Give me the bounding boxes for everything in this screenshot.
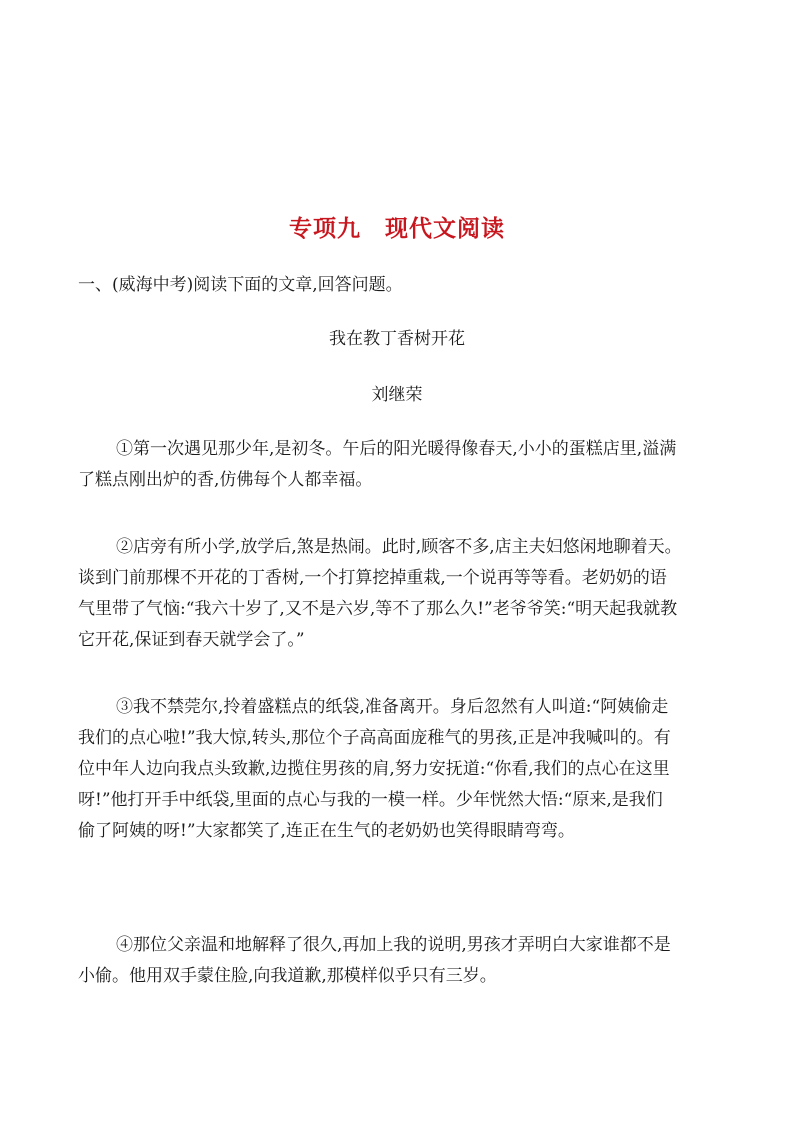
article-title: 我在教丁香树开花 bbox=[329, 329, 465, 349]
paragraph-line: 小偷。他用双手蒙住脸,向我道歉,那模样似乎只有三岁。 bbox=[78, 966, 497, 986]
paragraph-4 bbox=[78, 930, 726, 992]
paragraph-line: 呀!”他打开手中纸袋,里面的点心与我的一模一样。少年恍然大悟:“原来,是我们 bbox=[78, 790, 663, 810]
paragraph-line: ③我不禁莞尔,拎着盛糕点的纸袋,准备离开。身后忽然有人叫道:“阿姨偷走 bbox=[116, 697, 669, 717]
paragraph-1 bbox=[78, 434, 726, 496]
paragraph-3 bbox=[78, 692, 726, 847]
question-heading: 一、(威海中考)阅读下面的文章,回答问题。 bbox=[78, 275, 403, 295]
paragraph-line: 它开花,保证到春天就学会了。” bbox=[78, 630, 305, 650]
paragraph-line: 气里带了气恼:“我六十岁了,又不是六岁,等不了那么久!”老爷爷笑:“明天起我就教 bbox=[78, 599, 678, 619]
paragraph-line: ②店旁有所小学,放学后,煞是热闹。此时,顾客不多,店主夫妇悠闲地聊着天。 bbox=[116, 537, 682, 557]
paragraph-line: 了糕点刚出炉的香,仿佛每个人都幸福。 bbox=[78, 470, 373, 490]
paragraph-line: 我们的点心啦!”我大惊,转头,那位个子高高面庞稚气的男孩,正是冲我喊叫的。有 bbox=[78, 728, 671, 748]
paragraph-line: 偷了阿姨的呀!”大家都笑了,连正在生气的老奶奶也笑得眼睛弯弯。 bbox=[78, 821, 575, 841]
paragraph-line: 位中年人边向我点头致歉,边揽住男孩的肩,努力安抚道:“你看,我们的点心在这里 bbox=[78, 759, 670, 779]
paragraph-2 bbox=[78, 532, 726, 656]
section-title: 专项九 现代文阅读 bbox=[289, 216, 505, 242]
paragraph-line: 谈到门前那棵不开花的丁香树,一个打算挖掉重栽,一个说再等等看。老奶奶的语 bbox=[78, 568, 667, 588]
paragraph-line: ④那位父亲温和地解释了很久,再加上我的说明,男孩才弄明白大家谁都不是 bbox=[116, 935, 671, 955]
paragraph-line: ①第一次遇见那少年,是初冬。午后的阳光暖得像春天,小小的蛋糕店里,溢满 bbox=[116, 439, 677, 459]
article-author: 刘继荣 bbox=[371, 385, 423, 405]
